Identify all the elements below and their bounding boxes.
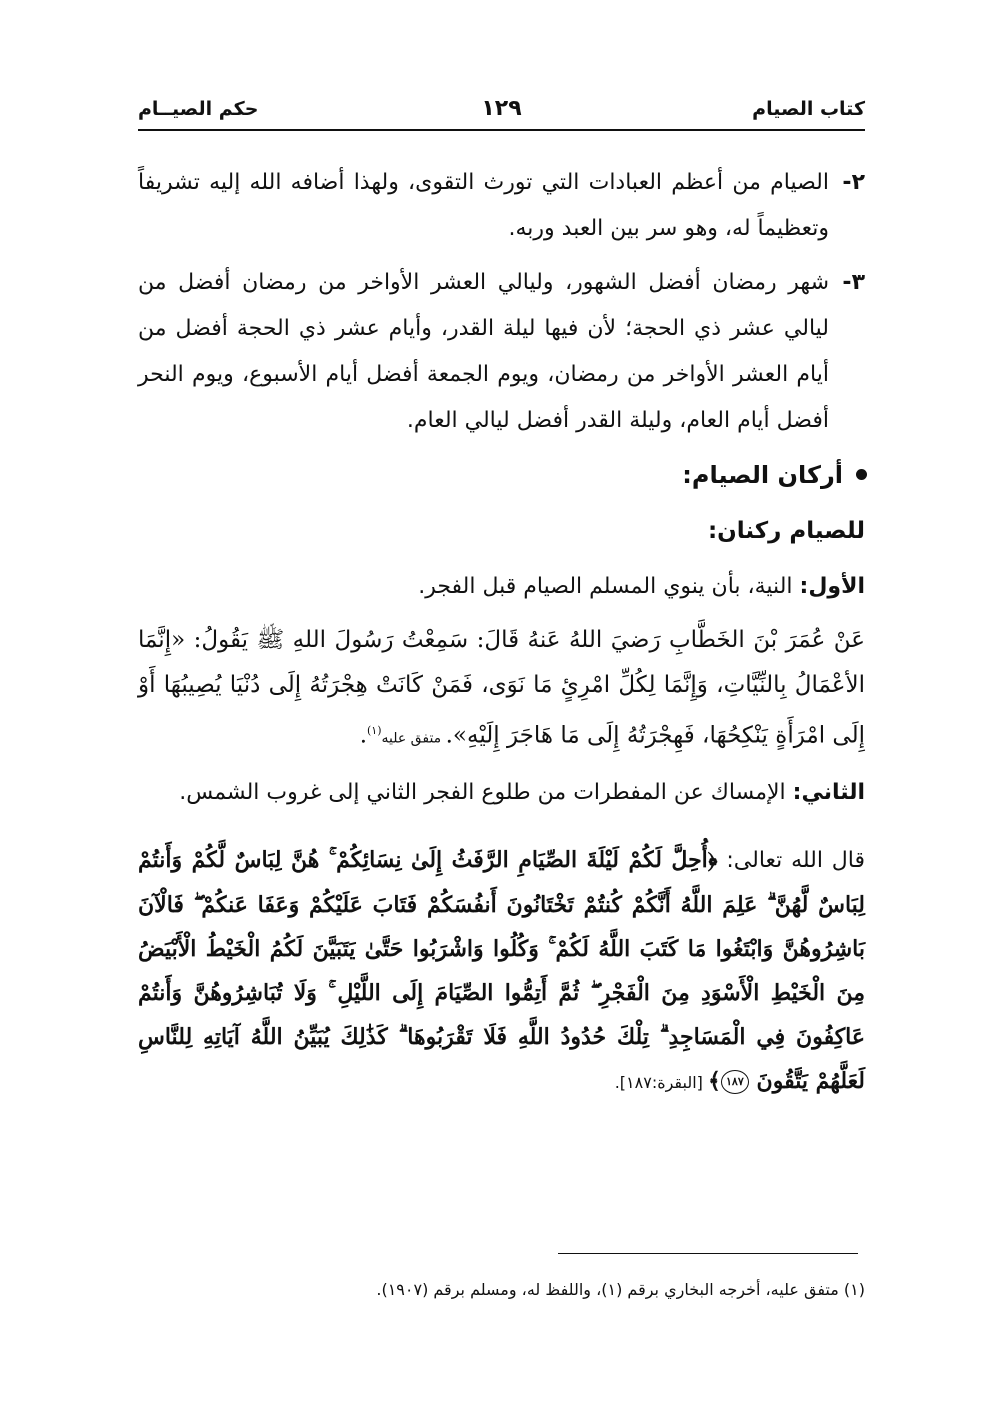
header-divider xyxy=(138,129,865,131)
hadith-text: عَنْ عُمَرَ بْنَ الخَطَّابِ رَضيَ اللهُ عَنهُ قَالَ: سَمِعْتُ رَسُولَ اللهِ ﷺ يَقُولُ: «إِنَّمَا الأعْمَالُ بِالنِّيَّاتِ، وَإِنَّمَا لِكُلِّ امْرِئٍ مَا نَوَى، فَمَنْ كَانَتْ هِجْرَتُهُ إِلَى دُنْيَا يُصِيبُهَا أَوْ إِلَى امْرَأَةٍ يَنْكِحُهَا، فَهِجْرَتُهُ إِلَى مَا هَاجَرَ إِلَيْهِ». xyxy=(138,627,865,749)
page-body xyxy=(138,160,865,1127)
footnote-marker[interactable]: (١) xyxy=(367,724,382,737)
second-pillar-text: الإمساك عن المفطرات من طلوع الفجر الثاني إلى غروب الشمس. xyxy=(179,779,793,805)
page-number: ١٢٩ xyxy=(481,96,522,121)
item-3-number: ٣- xyxy=(842,270,865,295)
first-pillar-label: الأول: xyxy=(799,574,865,599)
item-2-number: ٢- xyxy=(842,170,865,195)
footnote-text: (١) متفق عليه، أخرجه البخاري برقم (١)، واللفظ له، ومسلم برقم (١٩٠٧). xyxy=(376,1280,865,1299)
section-heading xyxy=(138,452,865,498)
chapter-title: حكم الصيــام xyxy=(138,98,259,120)
bullet-icon xyxy=(856,469,867,480)
hadith-source: متفق عليه xyxy=(381,730,446,747)
footnote-divider xyxy=(558,1253,858,1254)
ayah-number-icon: ١٨٧ xyxy=(721,1070,749,1094)
second-pillar xyxy=(138,770,865,816)
section-heading-text: أركان الصيام: xyxy=(682,461,843,489)
quran-text: ﴿أُحِلَّ لَكُمْ لَيْلَةَ الصِّيَامِ الرَّفَثُ إِلَىٰ نِسَائِكُمْ ۚ هُنَّ لِبَاسٌ لَّكُمْ وَأَنتُمْ لِبَاسٌ لَّهُنَّ ۗ عَلِمَ اللَّهُ أَنَّكُمْ كُنتُمْ تَخْتَانُونَ أَنفُسَكُمْ فَتَابَ عَلَيْكُمْ وَعَفَا عَنكُمْ ۖ فَالْآنَ بَاشِرُوهُنَّ وَابْتَغُوا مَا كَتَبَ اللَّهُ لَكُمْ ۚ وَكُلُوا وَاشْرَبُوا حَتَّىٰ يَتَبَيَّنَ لَكُمُ الْخَيْطُ الْأَبْيَضُ مِنَ الْخَيْطِ الْأَسْوَدِ مِنَ الْفَجْرِ ۖ ثُمَّ أَتِمُّوا الصِّيَامَ إِلَى اللَّيْلِ ۚ وَلَا تُبَاشِرُوهُنَّ وَأَنتُمْ عَاكِفُونَ فِي الْمَسَاجِدِ ۗ تِلْكَ حُدُودُ اللَّهِ فَلَا تَقْرَبُوهَا ۗ كَذَٰلِكَ يُبَيِّنُ اللَّهُ آيَاتِهِ لِلنَّاسِ لَعَلَّهُمْ يَتَّقُونَ xyxy=(138,846,865,1094)
item-3-text: شهر رمضان أفضل الشهور، وليالي العشر الأواخر من رمضان أفضل من ليالي عشر ذي الحجة؛ لأن فيها ليلة القدر، وأيام عشر ذي الحجة أفضل من أيام العشر الأواخر من رمضان، ويوم الجمعة أفضل أيام الأسبوع، ويوم النحر أفضل أيام العام، وليلة القدر أفضل ليالي العام. xyxy=(138,270,829,433)
page-header xyxy=(138,98,865,126)
book-title: كتاب الصيام xyxy=(752,98,865,120)
quran-intro: قال الله تعالى: xyxy=(717,847,865,873)
second-pillar-label: الثاني: xyxy=(792,779,865,805)
item-3 xyxy=(138,260,865,444)
quran-reference: [البقرة:١٨٧]. xyxy=(614,1072,708,1092)
item-2-text: الصيام من أعظم العبادات التي تورث التقوى، ولهذا أضافه الله إليه تشريفاً وتعظيماً له، وهو سر بين العبد وربه. xyxy=(138,170,829,241)
quran-close: ﴾ xyxy=(707,1067,721,1094)
first-pillar xyxy=(138,564,865,610)
hadith-quote xyxy=(138,618,865,762)
quran-verse xyxy=(138,838,865,1105)
item-2 xyxy=(138,160,865,252)
hadith-end: . xyxy=(359,722,367,749)
first-pillar-text: النية، بأن ينوي المسلم الصيام قبل الفجر. xyxy=(418,574,800,599)
section-subheading: للصيام ركنان: xyxy=(707,518,865,544)
